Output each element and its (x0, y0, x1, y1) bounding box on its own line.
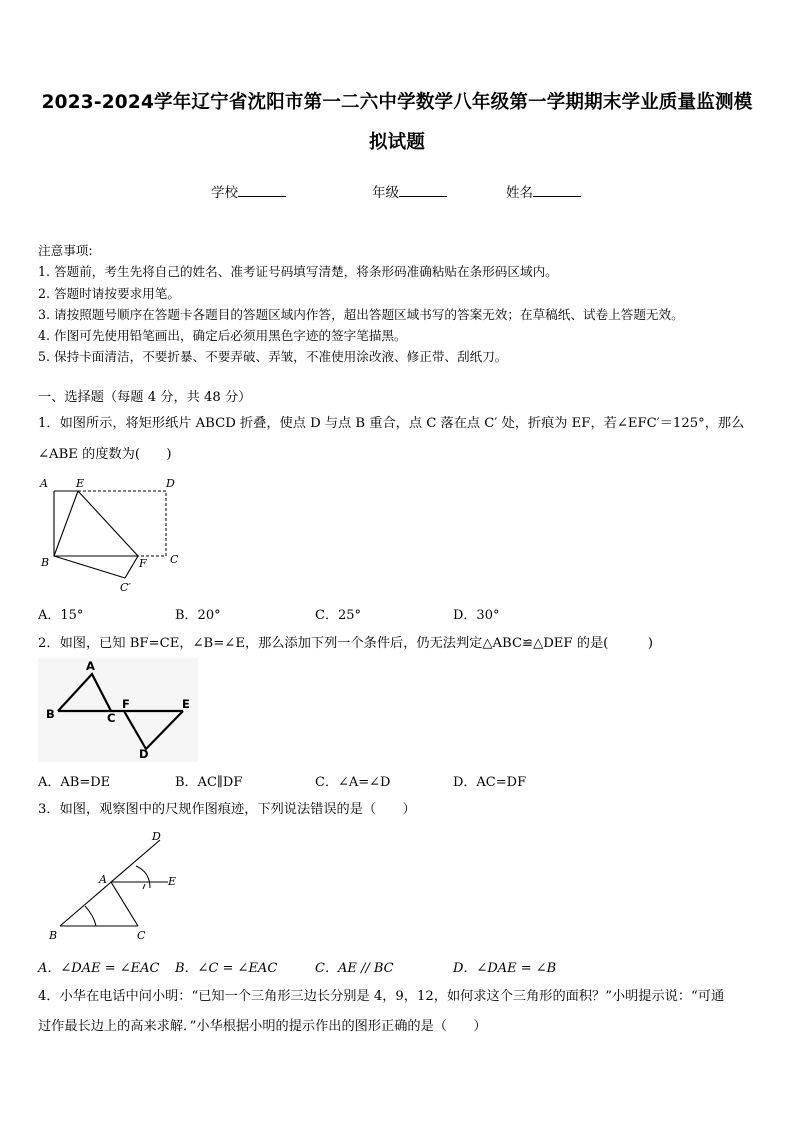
arc-mark (143, 884, 145, 889)
label-B: B (49, 929, 58, 942)
note-item: 2. 答题时请按要求用笔。 (38, 285, 180, 301)
segment-AC (111, 882, 138, 926)
question-1-line2: ∠ABE 的度数为( ) (38, 447, 172, 462)
arc-at-B (85, 906, 96, 926)
note-item: 3. 请按照题号顺序在答题卡各题目的答题区域内作答，超出答题区域书写的答案无效；在草稿纸、试卷上答题无效。 (38, 306, 684, 322)
page-title-line1: 2023-2024学年辽宁省沈阳市第一二六中学数学八年级第一学期期末学业质量监测模 (41, 92, 753, 113)
q3-option-c: C．AE // BC (315, 961, 394, 976)
ray-BD (60, 840, 160, 926)
note-item: 4. 作图可先使用铅笔画出，确定后必须用黑色字迹的签字笔描黑。 (38, 328, 407, 344)
grade-label: 年级 (372, 185, 399, 201)
notes-block (38, 240, 684, 368)
q3-option-b: B．∠C = ∠EAC (175, 961, 278, 976)
q2-option-b: B．AC∥DF (175, 775, 243, 790)
question-1-figure (36, 474, 186, 596)
label-B: B (46, 707, 55, 721)
label-B: B (41, 556, 50, 569)
q1-option-a: A．15° (38, 608, 84, 623)
school-blank (238, 183, 286, 197)
label-C: C (170, 553, 179, 566)
name-field (506, 181, 581, 201)
section-heading: 一、选择题（每题 4 分，共 48 分） (38, 390, 252, 405)
note-item: 1. 答题前，考生先将自己的姓名、准考证号码填写清楚，将条形码准确粘贴在条形码区域内。 (38, 264, 558, 280)
label-C-prime: C′ (120, 581, 131, 594)
label-D: D (152, 830, 161, 843)
page-title-line2: 拟试题 (368, 132, 426, 153)
name-blank (533, 183, 581, 197)
q1-option-c: C．25° (315, 608, 361, 623)
label-E: E (182, 697, 190, 711)
segment-C-prime-F (125, 556, 138, 578)
q1-option-b: B．20° (175, 608, 221, 623)
question-4-line1: 4．小华在电话中问小明：“已知一个三角形三边长分别是 4，9，12，如何求这个三角形的面积？”小明提示说：“可通 (38, 989, 725, 1004)
label-F: F (139, 557, 147, 570)
label-F: F (122, 697, 130, 711)
q2-option-a: A．AB=DE (38, 775, 111, 790)
note-item: 5. 保持卡面清洁，不要折暴、不要弄破、弄皱，不准使用涂改液、修正带、刮纸刀。 (38, 349, 508, 365)
label-A: A (99, 873, 107, 886)
q1-option-d: D．30° (453, 608, 500, 623)
label-A: A (86, 659, 95, 673)
q2-option-d: D．AC=DF (453, 775, 527, 790)
question-4-line2: 过作最长边上的高来求解．”小华根据小明的提示作出的图形正确的是（ ） (38, 1019, 487, 1034)
question-2-line1: 2．如图，已知 BF=CE，∠B=∠E，那么添加下列一个条件后，仍无法判定△ABC≌△DEF 的是( ) (38, 636, 653, 651)
question-3-line1: 3．如图，观察图中的尺规作图痕迹，下列说法错误的是（ ） (38, 802, 416, 817)
name-label: 姓名 (506, 185, 533, 201)
segment-BC-prime (54, 556, 125, 578)
arc-at-A (136, 866, 150, 888)
q2-option-c: C．∠A=∠D (315, 775, 391, 790)
q3-option-a: A．∠DAE = ∠EAC (38, 961, 160, 976)
label-A: A (40, 477, 48, 490)
grade-blank (399, 183, 447, 197)
label-E: E (76, 477, 85, 490)
segment-BE (54, 491, 78, 556)
grade-field (372, 181, 447, 201)
school-field (211, 181, 286, 201)
question-1-line1: 1．如图所示，将矩形纸片 ABCD 折叠，使点 D 与点 B 重合，点 C 落在点 C′ 处，折痕为 EF，若∠EFC′＝125°，那么 (38, 416, 745, 431)
question-3-figure (40, 826, 190, 946)
label-C: C (137, 929, 146, 942)
label-D: D (166, 477, 175, 490)
q3-option-d: D．∠DAE = ∠B (453, 961, 557, 976)
rect-solid-sides (54, 491, 138, 556)
folded-part-dashed (78, 491, 166, 556)
crease-EF (78, 491, 138, 556)
label-D: D (139, 747, 149, 761)
school-label: 学校 (211, 185, 238, 201)
notes-heading: 注意事项: (38, 243, 93, 258)
label-E: E (168, 875, 177, 888)
label-C: C (107, 711, 116, 725)
question-2-figure (38, 658, 198, 762)
